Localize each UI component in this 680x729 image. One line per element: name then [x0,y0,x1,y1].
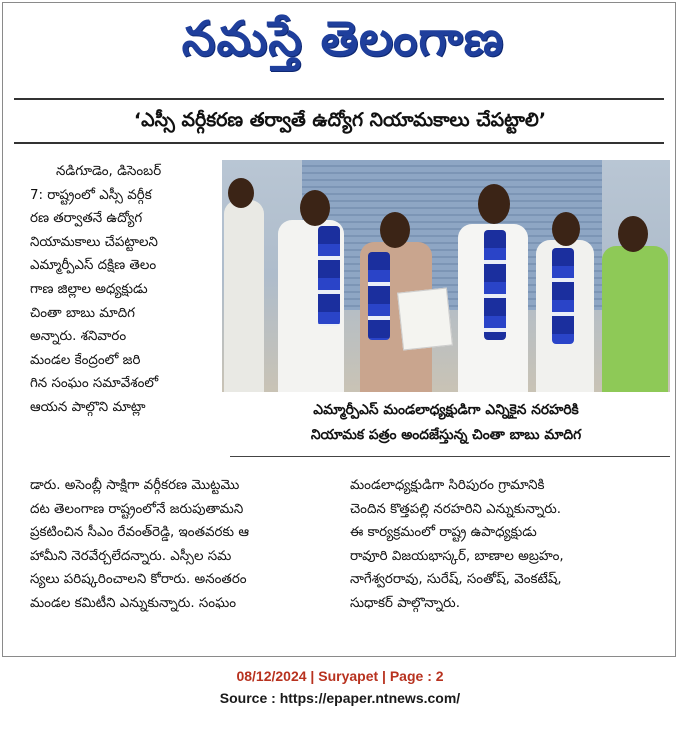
caption-line: ఎమ్మార్పీఎస్ మండలాధ్యక్షుడిగా ఎన్నికైన నరహరికి [313,402,579,418]
article-line: డారు. అసెంబ్లీ సాక్షిగా వర్గీకరణ మొట్టమొ [30,478,240,493]
person-head [552,212,580,246]
article-line: నాగేశ్వరరావు, సురేష్, సంతోష్, వెంకటేష్, [350,572,562,588]
article-headline: ‘ఎస్సీ వర్గీకరణ తర్వాతే ఉద్యోగ నియామకాలు చేపట్టాలి’ [133,109,547,131]
article-line: స్యలు పరిష్కరించాలని కోరారు. అనంతరం [30,572,247,588]
person-head [228,178,254,208]
footer-source-line: Source : https://epaper.ntnews.com/ [219,690,461,706]
article-line: రావూరి విజయభాస్కర్, బాణాల అబ్రహం, [350,548,564,564]
article-line: సుధాకర్ పాల్గొన్నారు. [350,595,460,611]
party-stole [484,230,506,340]
article-line: గాణ జిల్లాల అధ్యక్షుడు [30,281,148,297]
person-figure [602,246,668,392]
article-line: హామీని నెరవేర్చలేదన్నారు. ఎస్సీల సమ [30,548,232,564]
article-line: ఆయన పాల్గొని మాట్లా [30,399,146,415]
article-line: 7: రాష్ట్రంలో ఎస్సీ వర్గీక [30,187,152,203]
photo-caption [222,398,670,448]
article-column-right [350,474,668,616]
footer-date-line: 08/12/2024 | Suryapet | Page : 2 [236,668,444,684]
party-stole [552,248,574,344]
article-line: ఎమ్మార్పీఎస్ దక్షిణ తెలం [30,258,157,274]
article-line: అన్నారు. శనివారం [30,329,127,345]
caption-divider [230,456,670,457]
article-column-top [30,160,216,420]
person-head [380,212,410,248]
article-line: మండల కమిటీని ఎన్నుకున్నారు. సంఘం [30,595,237,611]
article-line: చింతా బాబు మాదిగ [30,305,135,321]
news-photo [222,160,670,392]
headline-bottom-rule [14,142,664,144]
article-line: నడిగూడెం, డిసెంబర్ [56,164,162,179]
article-line: ప్రకటించిన సీఎం రేవంత్‌రెడ్డి, ఇంతవరకు ఆ [30,525,250,541]
person-head [300,190,330,226]
article-line: ఈ కార్యక్రమంలో రాష్ట్ర ఉపాధ్యక్షుడు [350,525,537,541]
article-line: చెందిన కొత్తపల్లి నరహరిని ఎన్నుకున్నారు. [350,501,562,517]
person-figure [224,200,264,392]
article-line: దట తెలంగాణ రాష్ట్రంలోనే జరుపుతామని [30,501,244,517]
article-line: మండల కేంద్రంలో జరి [30,352,141,368]
appointment-letter [397,288,453,351]
article-line: మండలాధ్యక్షుడిగా సిరిపురం గ్రామానికి [350,478,545,493]
caption-line: నియామక పత్రం అందజేస్తున్న చింతా బాబు మాదిగ [310,427,582,443]
person-head [618,216,648,252]
person-head [478,184,510,224]
newspaper-masthead: నమస్తే తెలంగాణ [181,11,505,67]
article-line: గిన సంఘం సమావేశంలో [30,376,159,392]
article-line: రణ తర్వాతనే ఉద్యోగ [30,211,143,227]
article-column-left [30,474,352,616]
party-stole [368,252,390,340]
headline-top-rule [14,98,664,100]
article-line: నియామకాలు చేపట్టాలని [30,234,158,250]
party-stole [318,226,340,326]
